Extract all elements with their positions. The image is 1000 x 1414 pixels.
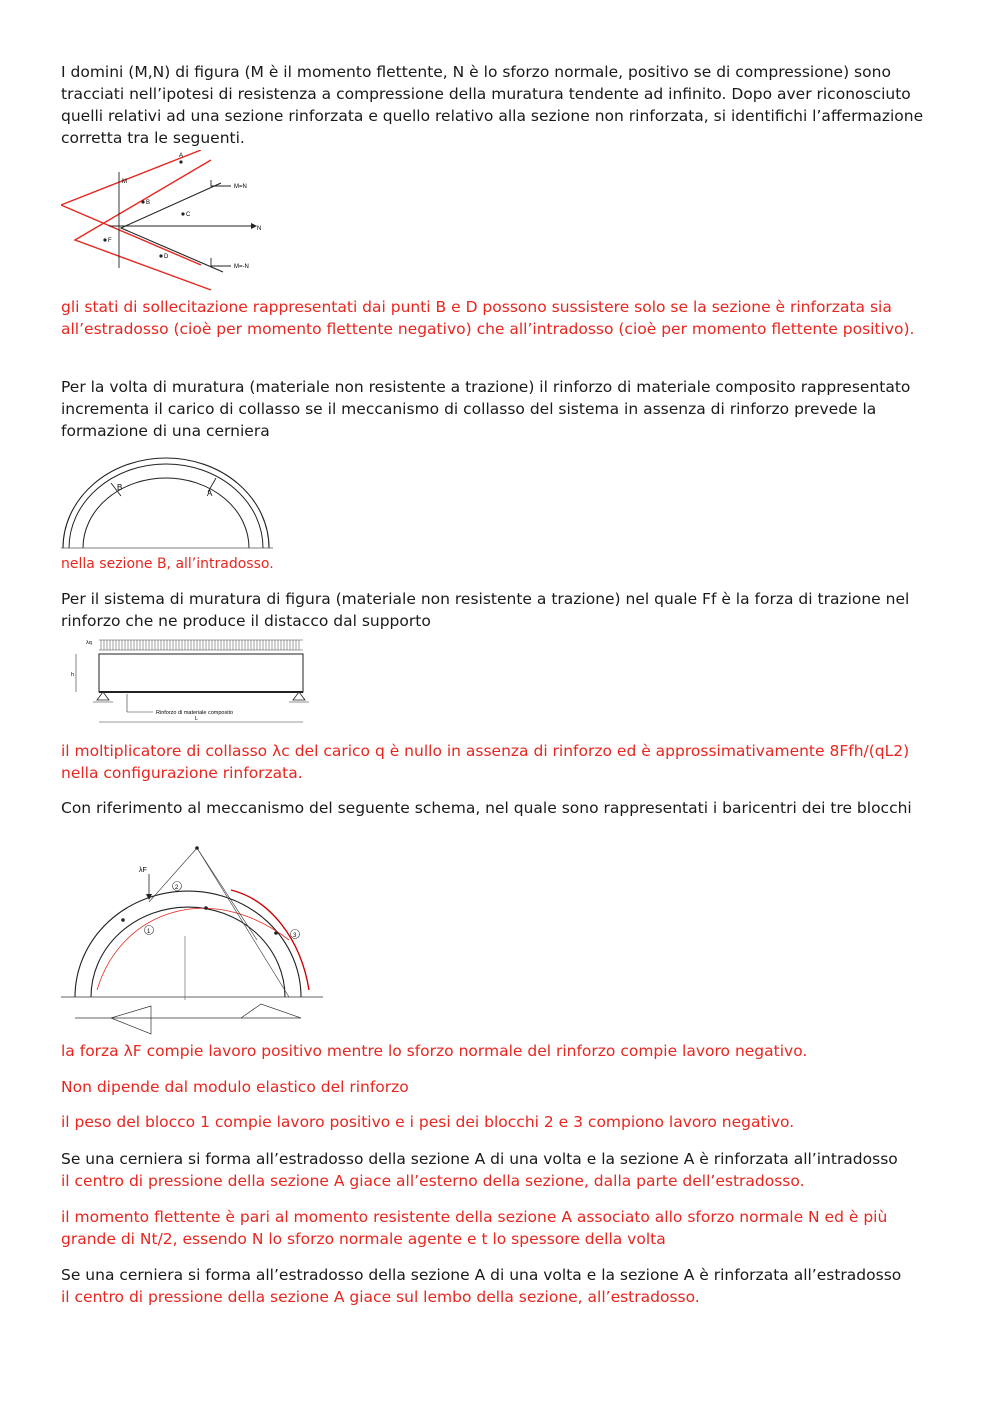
label-d: D (164, 254, 169, 260)
label-lower-eq: M=-N (234, 264, 249, 270)
answer-4b: Non dipende dal modulo elastico del rinforzo (61, 1078, 409, 1096)
question-6-text: Se una cerniera si forma all’estradosso della sezione A di una volta e la sezione A è rinforzata all’estradosso (61, 1266, 902, 1284)
label-l: L (195, 716, 199, 722)
label-c: C (186, 212, 191, 218)
label-b: B (146, 200, 151, 206)
label-a: A (179, 153, 184, 159)
vault-figure (61, 456, 273, 552)
label-block-3: 3 (293, 933, 297, 939)
answer-1: gli stati di sollecitazione rappresentati dai punti B e D possono sussistere solo se la sezione è rinforzata sia all’estradosso (cioè per momento flettente negativo) che all’intradosso (cioè per momento flettente positivo). (61, 298, 915, 338)
label-reinforcement: Rinforzo di materiale composito (156, 710, 234, 716)
black-domain-line (121, 183, 223, 272)
question-3-text: Per il sistema di muratura di figura (materiale non resistente a trazione) nel quale Ff è la forza di trazione nel rinforzo che ne produce il distacco dal supporto (61, 590, 910, 630)
label-block-2: 2 (175, 885, 179, 891)
mechanism-figure (61, 840, 323, 1036)
red-domain-line-2 (75, 160, 211, 290)
label-block-1: 1 (147, 929, 151, 935)
label-f: F (108, 238, 112, 244)
point-f (103, 238, 106, 241)
answer-5a: il centro di pressione della sezione A giace all’esterno della sezione, dalla parte dell’estradosso. (61, 1172, 805, 1190)
question-1-text: I domini (M,N) di figura (M è il momento flettente, N è lo sforzo normale, positivo se di compressione) sono tracciati nell’ipotesi di resistenza a compressione della muratura tendente ad infinito. Dopo aver riconosciuto quelli relativi ad una sezione rinforzata e quello relativo alla sezione non rinforzata, si identifichi l’affermazione corretta tra le seguenti. (61, 63, 924, 147)
point-a (179, 160, 182, 163)
answer-5b: il momento flettente è pari al momento resistente della sezione A associato allo sforzo normale N ed è più grande di Nt/2, essendo N lo sforzo normale agente e t lo spessore della volta (61, 1208, 888, 1248)
mn-domain-figure (61, 150, 271, 292)
answer-3: il moltiplicatore di collasso λc del carico q è nullo in assenza di rinforzo ed è approssimativamente 8Ffh/(qL2) nella configurazione rinforzata. (61, 742, 910, 782)
label-a: A (207, 489, 213, 498)
answer-6: il centro di pressione della sezione A giace sul lembo della sezione, all’estradosso. (61, 1288, 700, 1306)
label-n: N (257, 226, 262, 232)
beam-figure (61, 636, 311, 732)
point-c (181, 212, 184, 215)
label-force: λF (139, 867, 147, 874)
point-d (159, 254, 162, 257)
point-b (141, 200, 144, 203)
question-5-text: Se una cerniera si forma all’estradosso della sezione A di una volta e la sezione A è rinforzata all’intradosso (61, 1150, 898, 1168)
answer-2: nella sezione B, all’intradosso. (61, 556, 274, 572)
label-m: M (122, 179, 127, 185)
label-b: B (117, 483, 123, 492)
label-upper-eq: M=N (234, 184, 247, 190)
question-4-text: Con riferimento al meccanismo del seguente schema, nel quale sono rappresentati i baricentri dei tre blocchi (61, 799, 912, 817)
label-load: λq (86, 640, 92, 646)
answer-4a: la forza λF compie lavoro positivo mentre lo sforzo normale del rinforzo compie lavoro negativo. (61, 1042, 808, 1060)
answer-4c: il peso del blocco 1 compie lavoro positivo e i pesi dei blocchi 2 e 3 compiono lavoro negativo. (61, 1113, 795, 1131)
label-h: h (71, 672, 75, 678)
question-2-text: Per la volta di muratura (materiale non resistente a trazione) il rinforzo di materiale composito rappresentato incrementa il carico di collasso se il meccanismo di collasso del sistema in assenza di rinforzo prevede la formazione di una cerniera (61, 378, 911, 440)
